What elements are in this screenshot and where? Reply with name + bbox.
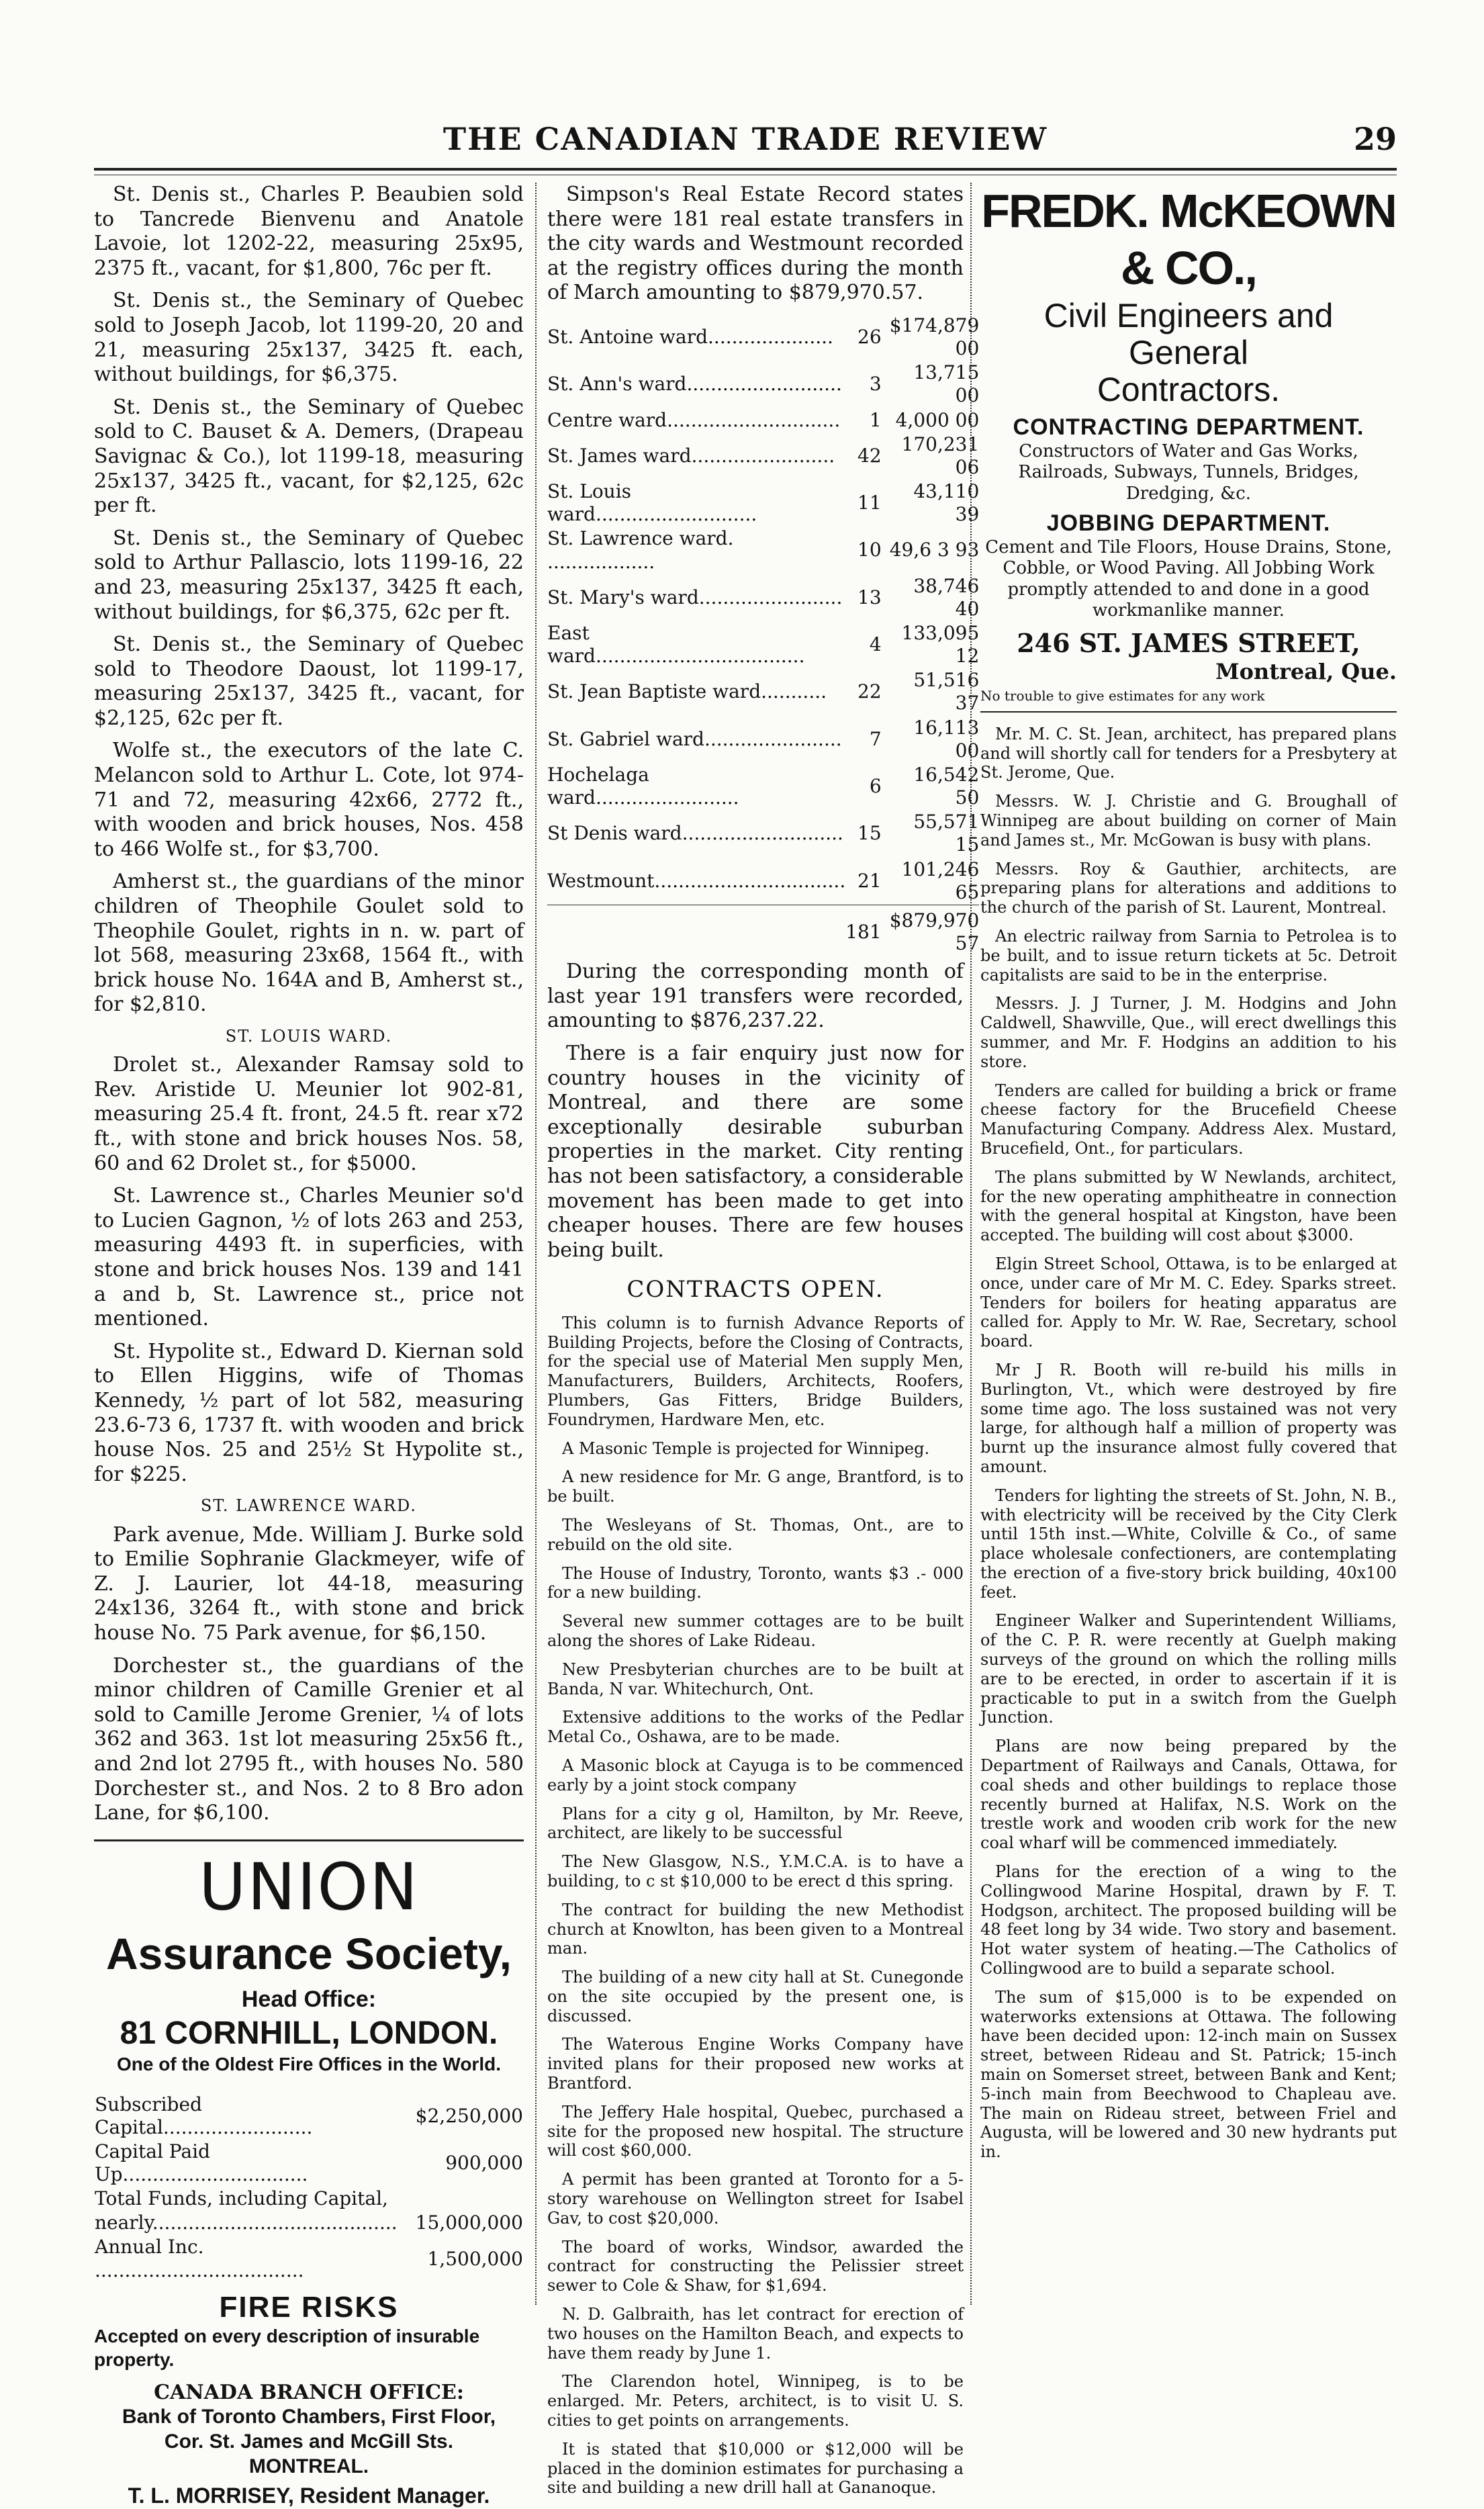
list-item: New Presbyterian churches are to be built at Banda, N var. Whitechurch, Ont. [547,1659,964,1698]
list-item: The building of a new city hall at St. Cunegonde on the site occupied by the present one, is discussed. [547,1968,964,2025]
section-heading: ST. LAWRENCE WARD. [200,1496,418,1516]
contracts-notice: This column is to furnish Advance Reports of Building Projects, before the Closing of Contracts, for the special use of Material Men supply Men, Manufacturers, Builders, Architects, Roofers, Plumbers, Gas Fitters, Bridge Builders, Foundrymen, Hardware Men, etc. [547,1313,964,1429]
table-row: St. Ann's ward.......................... 3 13,715 00 [547,361,980,407]
list-item: A Masonic block at Cayuga is to be commenced early by a joint stock company [547,1755,964,1794]
article-paragraph: St. Denis st., the Seminary of Quebec sold to Arthur Pallascio, lots 1199-16, 22 and 23, measuring 25x137, 3425 ft each, without buildings, for $6,375, 62c per ft. [94,526,524,624]
list-item: The New Glasgow, N.S., Y.M.C.A. is to have a building, to c st $10,000 to be erect d this spring. [547,1852,964,1890]
page-header [94,121,1397,168]
column-middle [547,183,980,2507]
article-paragraph: Amherst st., the guardians of the minor children of Theophile Goulet sold to Theophile Goulet, rights in n. w. part of lot 568, measuring 23x68, 1564 ft., with brick house No. 164A and B, Amherst st., for $2,810. [94,870,524,1017]
news-items [980,725,1397,2162]
list-item: A Masonic Temple is projected for Winnipeg. [562,1439,930,1458]
advert-subtitle: Contractors. [1097,370,1281,408]
list-item: Messrs. W. J. Christie and G. Broughall of Winnipeg are about building on corner of Main and James st., Mr. McGowan is busy with plans. [980,792,1397,850]
table-row: St. James ward........................ 42 170,231 06 [547,432,980,478]
list-item: Engineer Walker and Superintendent Williams, of the C. P. R. were recently at Guelph making surveys of the ground on which the rolling mills are to be erected, in order to ascertain if it is practicable to put in a switch from the Guelph Junction. [980,1611,1397,1727]
article-paragraph: St. Denis st., the Seminary of Quebec sold to C. Bauset & A. Demers, (Drapeau Savignac & Co.), lot 1199-18, measuring 25x137, 3425 ft., vacant, for $2,125, 62c per ft. [94,395,524,518]
capital-row: Subscribed Capital......................... $2,250,000 [95,2093,523,2138]
publication-title: THE CANADIAN TRADE REVIEW [443,121,1048,157]
table-row: St. Lawrence ward. .................. 10 49,6 3 93 [547,527,980,573]
advert-city: Montreal, Que. [1215,659,1397,685]
header-rule [94,168,1397,171]
contracts-open-heading: CONTRACTS OPEN. [627,1276,884,1304]
capital-table [94,2093,524,2283]
capital-row: nearly......................................... 15,000,000 [95,2211,523,2234]
head-office-label: Head Office: [241,1987,377,2013]
article-paragraph: There is a fair enquiry just now for country houses in the vicinity of Montreal, and there are some exceptionally desirable suburban properties in the market. City renting has not been satisfactory, a considerable movement has been made to get into cheaper houses. There are few houses being built. [547,1041,964,1262]
advert-subtitle: Civil Engineers and General [1044,296,1334,371]
advert-tagline: One of the Oldest Fire Offices in the World. [117,2054,501,2075]
list-item: The board of works, Windsor, awarded the contract for constructing the Pelissier street sewer to Cole & Shaw, for $1,694. [547,2237,964,2295]
article-paragraph: St. Denis st., the Seminary of Quebec sold to Theodore Daoust, lot 1199-17, measuring 25x137, 3425 ft., vacant, for $2,125, 62c per ft. [94,633,524,730]
section-heading: ST. LOUIS WARD. [225,1027,393,1046]
table-row: St Denis ward........................... 15 55,571 15 [547,811,980,856]
page-number: 29 [1353,121,1397,157]
advert-note: No trouble to give estimates for any work [980,688,1265,704]
article-paragraph: St. Hypolite st., Edward D. Kiernan sold to Ellen Higgins, wife of Thomas Kennedy, ½ part of lot 582, measuring 23.6-73 6, 1737 ft. with wooden and brick house Nos. 25 and 25½ St Hypolite st., for $225. [94,1339,524,1486]
ward-transfers-table [547,314,979,956]
column-divider [535,183,537,2305]
article-paragraph: During the corresponding month of last year 191 transfers were recorded, amounting to $876,237.22. [547,960,964,1033]
list-item: Mr J R. Booth will re-build his mills in Burlington, Vt., which were destroyed by fire some time ago. The loss sustained was not very large, for although half a million of property was burnt up the insurance almost fully covered that amount. [980,1360,1397,1476]
list-item: The Jeffery Hale hospital, Quebec, purchased a site for the proposed new hospital. The structure will cost $60,000. [547,2102,964,2160]
list-item: The Waterous Engine Works Company have invited plans for their proposed new works at Brantford. [547,2035,964,2093]
list-item: The House of Industry, Toronto, wants $3 .- 000 for a new building. [547,1563,964,1602]
list-item: The Wesleyans of St. Thomas, Ont., are to rebuild on the old site. [547,1515,964,1554]
column-right [980,183,1397,2171]
department-text: Constructors of Water and Gas Works, Railroads, Subways, Tunnels, Bridges, Dredging, &c. [1018,441,1359,504]
column-left [94,183,524,2509]
department-text: Cement and Tile Floors, House Drains, Stone, Cobble, or Wood Paving. All Jobbing Work promptly attended to and done in a good workmanlike manner. [985,537,1392,621]
table-row: St. Louis ward........................... 11 43,110 39 [547,480,980,526]
article-paragraph: Wolfe st., the executors of the late C. Melancon sold to Arthur L. Cote, lot 974-71 and 72, measuring 42x66, 2772 ft., with wooden and brick houses, Nos. 458 to 466 Wolfe st., for $3,700. [94,739,524,861]
table-row: St. Gabriel ward....................... 7 16,113 00 [547,716,980,762]
list-item: The contract for building the new Methodist church at Knowlton, has been given to a Montreal man. [547,1900,964,1958]
department-heading: JOBBING DEPARTMENT. [1046,510,1331,536]
list-item: Tenders for lighting the streets of St. John, N. B., with electricity will be received by the City Clerk until 15th inst.—White, Colville & Co., of same place wholesale confectioners, are contemplating the erection of a five-story brick building, 40x100 feet. [980,1486,1397,1602]
list-item: The sum of $15,000 is to be expended on waterworks extensions at Ottawa. The following have been decided upon: 12-inch main on Sussex street, between Rideau and St. Patrick; 15-inch main on Somerset street, between Bank and Kent; 5-inch main from Beechwood to Chapleau ave. The main on Rideau street, between Friel and Augusta, will be lowered and 30 new hydrants put in. [980,1987,1397,2162]
table-row: Westmount................................ 21 101,246 65 [547,858,980,903]
capital-row: Annual Inc. ................................... 1,500,000 [95,2236,523,2281]
list-item: A permit has been granted at Toronto for a 5-story warehouse on Wellington street for Isabel Gav, to cost $20,000. [547,2170,964,2228]
list-item: An electric railway from Sarnia to Petrolea is to be built, and to issue return tickets at 5c. Detroit capitalists are said to be in the enterprise. [980,926,1397,985]
list-item: Extensive additions to the works of the Pedlar Metal Co., Oshawa, are to be made. [547,1708,964,1747]
branch-heading: CANADA BRANCH OFFICE: [154,2380,464,2404]
branch-address-line: Cor. St. James and McGill Sts. [164,2430,454,2453]
advert-name-line2: Assurance Society, [105,1928,512,1978]
contracts-list [547,1314,964,2498]
advert-street: 246 ST. JAMES STREET, [1017,628,1360,659]
article-paragraph: Simpson's Real Estate Record states there were 181 real estate transfers in the city wards and Westmount recorded at the registry offices during the month of March amounting to $879,970.57. [547,183,964,305]
list-item: Plans for the erection of a wing to the Collingwood Marine Hospital, drawn by F. T. Hodgson, architect. The proposed building will be 48 feet long by 34 wide. Two story and basement. Hot water system of heating.—The Catholics of Collingwood are to build a separate school. [980,1862,1397,1978]
department-heading: CONTRACTING DEPARTMENT. [1013,414,1364,440]
table-row: Hochelaga ward........................ 6 16,542 50 [547,763,980,809]
accepted-text: Accepted on every description of insurable property. [94,2326,480,2370]
mckeown-advert [980,183,1397,713]
list-item: Messrs. Roy & Gauthier, architects, are preparing plans for alterations and additions to the church of the parish of St. Laurent, Montreal. [980,859,1397,917]
list-item: Messrs. J. J Turner, J. M. Hodgins and John Caldwell, Shawville, Que., will erect dwellings this summer, and Mr. F. Hodgins an addition to his store. [980,994,1397,1071]
list-item: Plans are now being prepared by the Department of Railways and Canals, Ottawa, for coal sheds and other buildings to replace those recently burned at Halifax, N.S. Work on the trestle work and wooden crib work for the new coal wharf will be commenced immediately. [980,1737,1397,1853]
capital-row: Total Funds, including Capital, [95,2187,388,2210]
list-item: The plans submitted by W Newlands, architect, for the new operating amphitheatre in connection with the general hospital at Kingston, have been accepted. The building will cost about $3000. [980,1167,1397,1245]
list-item: N. D. Galbraith, has let contract for erection of two houses on the Hamilton Beach, and expects to have them ready by June 1. [547,2305,964,2363]
table-row: St. Antoine ward..................... 26 $174,879 00 [547,314,980,360]
branch-city: MONTREAL. [248,2455,369,2477]
total-row: 181 $879,970 57 [547,905,979,956]
list-item: Several new summer cottages are to be built along the shores of Lake Rideau. [547,1612,964,1650]
table-row: St. Jean Baptiste ward........... 22 51,516 37 [547,669,980,715]
advert-name-line1: UNION [199,1849,419,1925]
table-row: St. Mary's ward........................ 13 38,746 40 [547,574,980,620]
article-paragraph: Park avenue, Mde. William J. Burke sold to Emilie Sophranie Glackmeyer, wife of Z. J. Laurier, lot 44-18, measuring 24x136, 3264 ft., with stone and brick house No. 75 Park avenue, for $6,150. [94,1522,524,1645]
article-paragraph: Dorchester st., the guardians of the minor children of Camille Grenier et al sold to Camille Jerome Grenier, ¼ of lots 362 and 363. 1st lot measuring 25x56 ft., and 2nd lot 2795 ft., with houses No. 580 Dorchester st., and Nos. 2 to 8 Bro adon Lane, for $6,100. [94,1653,524,1825]
branch-address-line: Bank of Toronto Chambers, First Floor, [122,2406,496,2428]
article-paragraph: St. Denis st., the Seminary of Quebec sold to Joseph Jacob, lot 1199-20, 20 and 21, measuring 25x137, 3425 ft. each, without buildings, for $6,375. [94,289,524,387]
union-assurance-advert [94,1839,524,2509]
list-item: The Clarendon hotel, Winnipeg, is to be enlarged. Mr. Peters, architect, is to visit U. S. cities to get points on arrangements. [547,2372,964,2430]
table-row: Centre ward............................. 1 4,000 00 [547,408,980,431]
list-item: Mr. M. C. St. Jean, architect, has prepared plans and will shortly call for tenders for a Presbytery at St. Jerome, Que. [980,724,1397,782]
list-item: It is stated that $10,000 or $12,000 will be placed in the dominion estimates for purchasing a site and building a new drill hall at Gananoque. [547,2439,964,2498]
list-item: A new residence for Mr. G ange, Brantford, is to be built. [547,1467,964,1506]
list-item: Elgin Street School, Ottawa, is to be enlarged at once, under care of Mr M. C. Edey. Sparks street. Tenders for boilers for heating apparatus are called for. Apply to Mr. W. Rae, Secretary, school board. [980,1254,1397,1351]
fire-risks-heading: FIRE RISKS [219,2290,399,2324]
capital-row: Capital Paid Up............................... 900,000 [95,2140,523,2186]
advert-company-name: FREDK. McKEOWN & CO., [981,185,1396,295]
table-row: East ward................................... 4 133,095 12 [547,622,980,668]
article-paragraph: Drolet st., Alexander Ramsay sold to Rev. Aristide U. Meunier lot 902-81, measuring 25.4 ft. front, 24.5 ft. rear x72 ft., with stone and brick houses Nos. 58, 60 and 62 Drolet st., for $5000. [94,1053,524,1175]
list-item: Tenders are called for building a brick or frame cheese factory for the Brucefield Cheese Manufacturing Company. Address Alex. Mustard, Brucefield, Ont., for particulars. [980,1081,1397,1158]
head-office-address: 81 CORNHILL, LONDON. [120,2015,498,2051]
list-item: Plans for a city g ol, Hamilton, by Mr. Reeve, architect, are likely to be successful [547,1804,964,1843]
article-paragraph: St. Denis st., Charles P. Beaubien sold to Tancrede Bienvenu and Anatole Lavoie, lot 1202-22, measuring 25x95, 2375 ft., vacant, for $1,800, 76c per ft. [94,183,524,280]
article-paragraph: St. Lawrence st., Charles Meunier so'd to Lucien Gagnon, ½ of lots 263 and 253, measuring 4493 ft. in superficies, with stone and brick houses Nos. 139 and 141 a and b, St. Lawrence st., price not mentioned. [94,1184,524,1331]
resident-manager: T. L. MORRISEY, Resident Manager. [128,2483,490,2508]
